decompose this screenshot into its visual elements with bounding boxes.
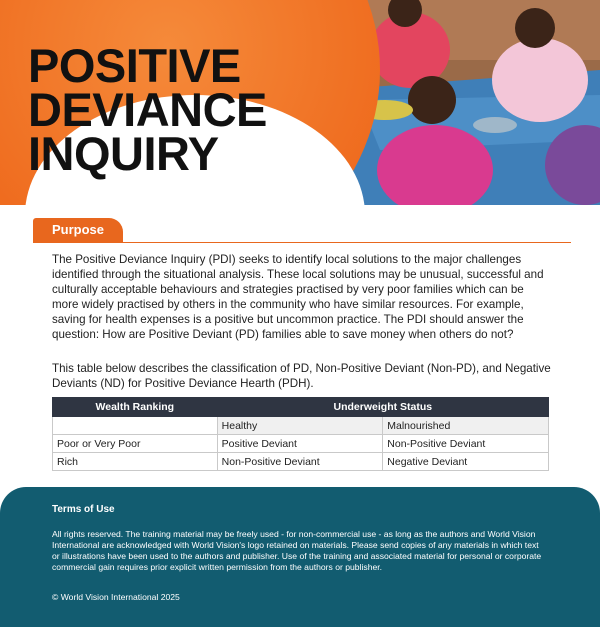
hero-banner xyxy=(0,0,600,205)
table-cell: Poor or Very Poor xyxy=(53,435,218,453)
header-wealth-ranking: Wealth Ranking xyxy=(53,398,218,417)
title-line-1: POSITIVE xyxy=(28,39,241,92)
table-row xyxy=(53,435,549,453)
table-row xyxy=(53,453,549,471)
purpose-divider xyxy=(33,242,571,243)
purpose-paragraph: The Positive Deviance Inquiry (PDI) seeks to identify local solutions to the major challenges identified through the situational analysis. These local solutions may be unusual, successful and culturally acceptable behaviours and strategies practised by very poor families which can be more widely practised by others in the community who have similar resources. For example, saving for health expenses is a positive but uncommon practice. The PDI should answer the question: How are Positive Deviant (PD) families able to save money when others do not? xyxy=(52,253,544,341)
subheader-healthy: Healthy xyxy=(217,417,383,435)
table-cell: Positive Deviant xyxy=(217,435,383,453)
title-line-2: DEVIANCE xyxy=(28,83,267,136)
header-underweight-status: Underweight Status xyxy=(217,398,548,417)
page-title xyxy=(28,39,267,180)
table-header-row xyxy=(53,398,549,417)
terms-heading: Terms of Use xyxy=(52,504,115,515)
table-cell: Negative Deviant xyxy=(383,453,549,471)
table-intro-paragraph: This table below describes the classification of PD, Non-Positive Deviant (Non-PD), and Negative Deviants (ND) for Positive Deviance Hearth (PDH). xyxy=(52,362,551,390)
table-cell: Non-Positive Deviant xyxy=(217,453,383,471)
classification-table xyxy=(52,397,549,471)
copyright-text: © World Vision International 2025 xyxy=(52,592,180,602)
subheader-blank xyxy=(53,417,218,435)
terms-text: All rights reserved. The training material may be freely used - for non-commercial use - as long as the authors and World Vision International are acknowledged with World Vision's logo retained on materials. Please send copies of any materials in which text or illustrations have been used to the authors and publisher. Use of the training and associated material for personal or corporate commercial gain requires prior explicit written permission from the authors or publisher. xyxy=(52,529,542,572)
table-cell: Rich xyxy=(53,453,218,471)
table-cell: Non-Positive Deviant xyxy=(383,435,549,453)
purpose-heading: Purpose xyxy=(33,218,123,242)
title-line-3: INQUIRY xyxy=(28,127,219,180)
subheader-malnourished: Malnourished xyxy=(383,417,549,435)
table-subheader-row xyxy=(53,417,549,435)
